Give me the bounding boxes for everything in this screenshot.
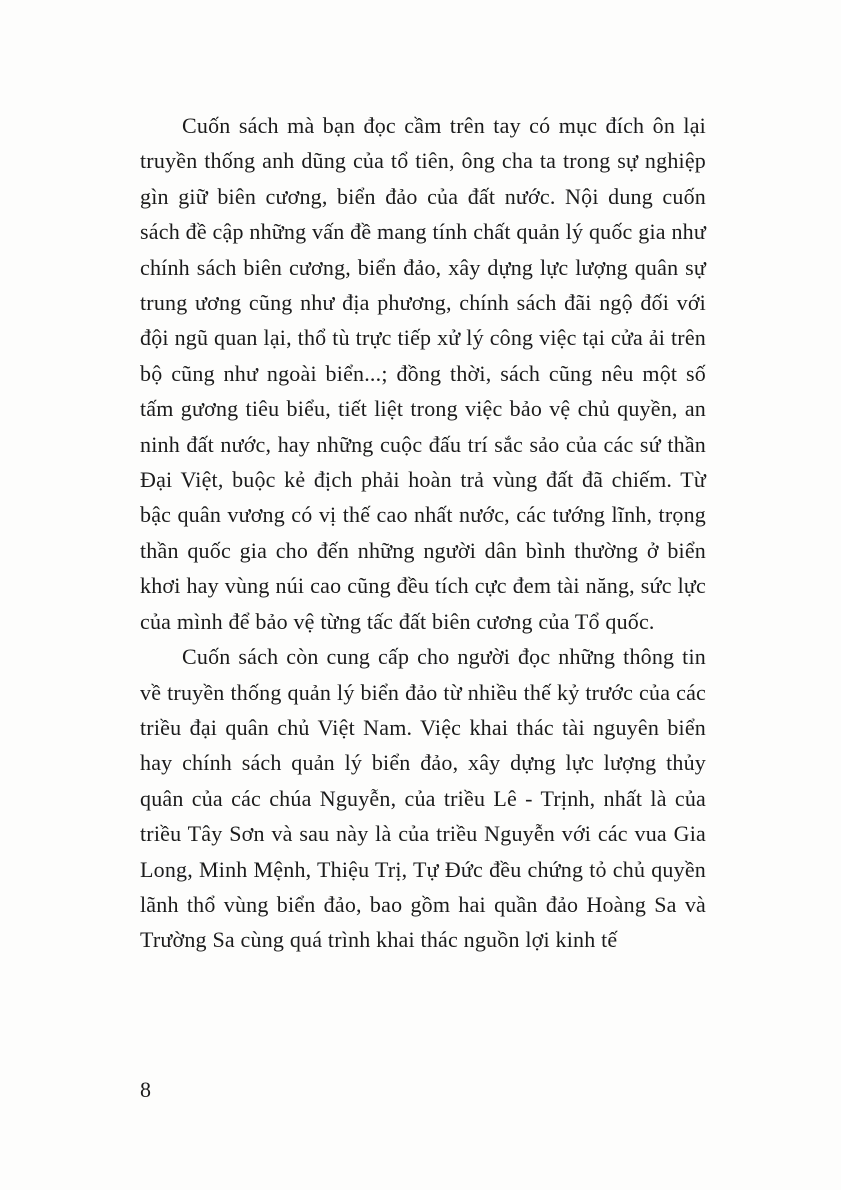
page-number: 8	[140, 1077, 151, 1102]
paragraph-1: Cuốn sách mà bạn đọc cầm trên tay có mục đích ôn lại truyền thống anh dũng của tổ tiên, ông cha ta trong sự nghiệp gìn giữ biên cương, biển đảo của đất nước. Nội dung cuốn sách đề cập những vấn đề mang tính chất quản lý quốc gia như chính sách biên cương, biển đảo, xây dựng lực lượng quân sự trung ương cũng như địa phương, chính sách đãi ngộ đối với đội ngũ quan lại, thổ tù trực tiếp xử lý công việc tại cửa ải trên bộ cũng như ngoài biển...; đồng thời, sách cũng nêu một số tấm gương tiêu biểu, tiết liệt trong việc bảo vệ chủ quyền, an ninh đất nước, hay những cuộc đấu trí sắc sảo của các sứ thần Đại Việt, buộc kẻ địch phải hoàn trả vùng đất đã chiếm. Từ bậc quân vương có vị thế cao nhất nước, các tướng lĩnh, trọng thần quốc gia cho đến những người dân bình thường ở biển khơi hay vùng núi cao cũng đều tích cực đem tài năng, sức lực của mình để bảo vệ từng tấc đất biên cương của Tổ quốc.	[140, 113, 706, 634]
page-text-block	[140, 108, 706, 958]
paragraph-2: Cuốn sách còn cung cấp cho người đọc những thông tin về truyền thống quản lý biển đảo từ nhiều thế kỷ trước của các triều đại quân chủ Việt Nam. Việc khai thác tài nguyên biển hay chính sách quản lý biển đảo, xây dựng lực lượng thủy quân của các chúa Nguyễn, của triều Lê - Trịnh, nhất là của triều Tây Sơn và sau này là của triều Nguyễn với các vua Gia Long, Minh Mệnh, Thiệu Trị, Tự Đức đều chứng tỏ chủ quyền lãnh thổ vùng biển đảo, bao gồm hai quần đảo Hoàng Sa và Trường Sa cùng quá trình khai thác nguồn lợi kinh tế	[140, 644, 706, 953]
